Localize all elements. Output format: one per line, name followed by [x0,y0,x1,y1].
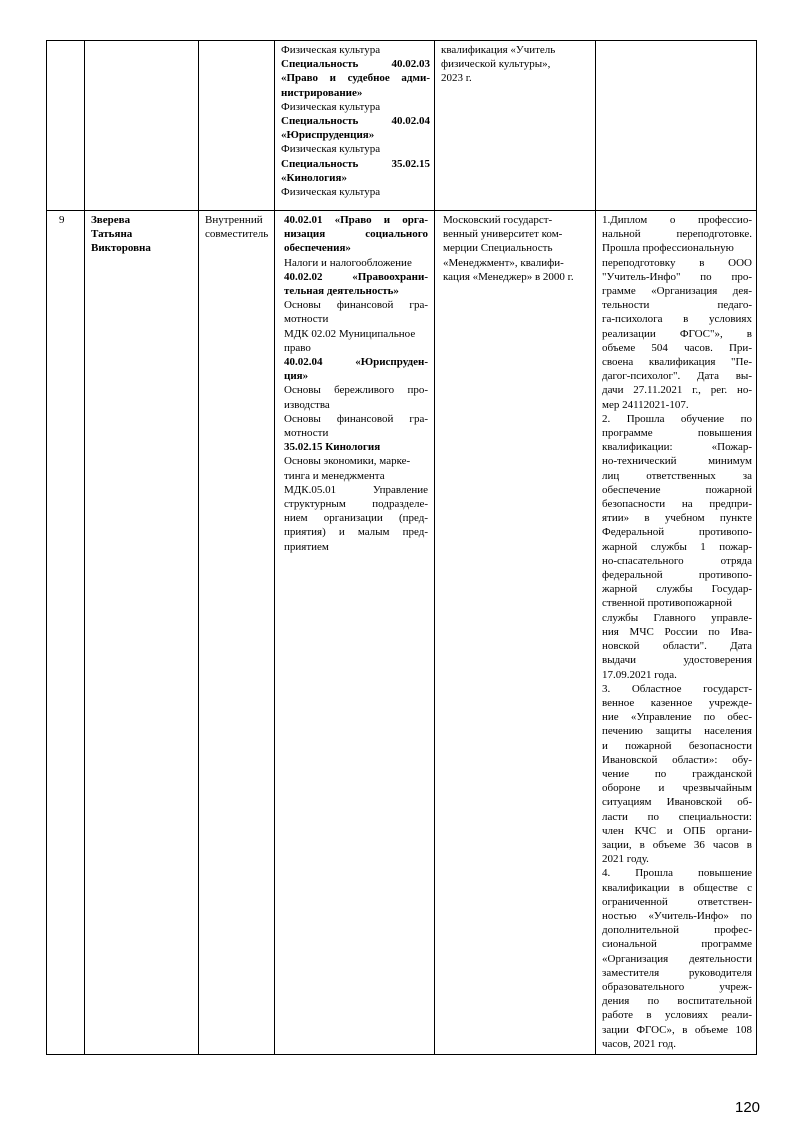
text-line: лиц ответственных за [602,469,752,482]
text-line: службы Главного управле- [602,611,752,624]
text-line: ятии» в учебном пункте [602,512,752,525]
text-line: тельная деятельность» [284,285,399,298]
text-line: ситуациям Ивановской об- [602,796,752,809]
text-line: мотности [284,313,329,326]
text-line: "Учитель-Инфо" по про- [602,270,752,283]
text-line: 1.Диплом о профессио- [602,214,752,226]
text-line: мер 24112021-107. [602,398,689,411]
text-line: Ивановской области»: обу- [602,753,752,766]
text-line: «Право и судебное адми- [281,72,430,85]
text-line: Внутренний [205,214,263,226]
table-row [47,211,757,1055]
text-line: Физическая культура [281,100,381,113]
text-line: программе повышения [602,427,752,440]
cell-name [85,41,199,211]
text-line: «Юриспруденция» [281,129,375,142]
text-line: приятием [284,540,329,553]
text-line: Основы бережливого про- [284,384,428,397]
text-line: Московский государст- [443,214,553,226]
text-line: Основы экономики, марке- [284,455,411,468]
text-line: Физическая культура [281,186,381,199]
cell-status [199,211,275,1055]
text-line: МДК.05.01 Управление [284,483,428,496]
text-line: венное казенное учрежде- [602,696,752,709]
text-line: МДК 02.02 Муниципальное [284,327,416,340]
text-line: ция» [284,370,309,383]
text-line: квалификации: «Пожар- [602,441,752,454]
text-line: обороне и чрезвычайным [602,782,752,795]
cell-education [435,41,596,211]
text-line: чение по гражданской [602,767,752,780]
cell-number [47,41,85,211]
text-line: дагог-психолог". Дата вы- [602,370,752,383]
text-line: физической культуры», [441,58,551,71]
text-line: Физическая культура [281,44,381,56]
cell-status [199,41,275,211]
text-line: реализации ФГОС"», в [602,327,752,340]
text-line: печению защиты населения [602,725,752,738]
text-line: 2023 г. [441,72,472,85]
text-line: дополнительной профес- [602,924,752,937]
text-line: сиональной программе [602,938,752,951]
cell-education [435,211,596,1055]
text-line: часов, 2021 год. [602,1037,677,1050]
staff-table [46,40,757,1055]
text-line: право [284,341,311,354]
text-line: квалификации в обществе с [602,881,752,894]
text-line: ние «Управление по обес- [602,711,752,724]
text-line: объеме 504 часов. При- [602,341,752,354]
text-line: дачи 27.11.2021 г., рег. но- [602,384,752,397]
table-row [47,41,757,211]
text-line: 40.02.04 «Юриспруден- [284,356,428,369]
text-line: «Организация деятельности [602,952,752,965]
text-line: 2021 году. [602,853,649,866]
text-line: и пожарной безопасности [602,739,752,752]
text-line: изводства [284,398,330,411]
cell-number: 9 [47,211,85,1055]
text-line: 4. Прошла повышение [602,867,752,880]
page-number: 120 [735,1099,761,1116]
text-line: «Кинология» [281,171,347,184]
text-line: Специальность 40.02.04 [281,115,430,128]
text-line: «Менеджмент», квалифи- [443,256,564,269]
text-line: 40.02.01 «Право и орга- [284,214,428,226]
text-line: федеральной противопо- [602,569,752,582]
text-line: ния МЧС России по Ива- [602,625,752,638]
text-line: совместитель [205,228,269,241]
cell-subjects [275,41,435,211]
text-line: мерции Специальность [443,242,553,255]
text-line: образовательного учреж- [602,980,752,993]
text-line: жарной службы 1 пожар- [602,540,752,553]
text-line: структурным подразделе- [284,498,428,511]
text-line: ограниченной ответствен- [602,895,752,908]
text-line: безопасности на предпри- [602,498,752,511]
text-line: тельности педаго- [602,299,752,312]
text-line: нием организации (пред- [284,512,428,525]
text-line: ственной противопожарной [602,597,733,610]
text-line: своена квалификация "Пе- [602,356,752,369]
text-line: нистрирование» [281,86,363,99]
text-line: дения по воспитательной [602,995,752,1008]
text-line: Основы финансовой гра- [284,299,428,312]
text-line: мотности [284,427,329,440]
text-line: зации ФГОС», в объеме 108 [602,1023,752,1036]
text-line: Викторовна [91,242,151,255]
text-line: Основы финансовой гра- [284,412,428,425]
text-line: переподготовку в ООО [602,256,752,269]
cell-subjects [275,211,435,1055]
text-line: работе в условиях реали- [602,1009,752,1022]
text-line: но-технический минимум [602,455,752,468]
text-line: квалификация «Учитель [441,44,556,56]
text-line: 35.02.15 Кинология [284,441,381,454]
text-line: заместителя руководителя [602,966,752,979]
text-line: 17.09.2021 года. [602,668,677,681]
text-line: выдачи удостоверения [602,654,752,667]
text-line: низация социального [284,228,428,241]
cell-training [596,211,757,1055]
text-line: га-психолога в условиях [602,313,752,326]
text-line: ностью «Учитель-Инфо» по [602,909,752,922]
text-line: обеспечение пожарной [602,483,752,496]
text-line: грамме «Организация дея- [602,285,752,298]
text-line: Физическая культура [281,143,381,156]
text-line: Прошла профессиональную [602,242,734,255]
cell-name [85,211,199,1055]
text-line: Налоги и налогообложение [284,256,412,269]
text-line: венный университет ком- [443,228,563,241]
text-line: приятия) и малым пред- [284,526,428,539]
text-line: Специальность 40.02.03 [281,58,430,71]
text-line: тинга и менеджмента [284,469,385,482]
text-line: зации, в объеме 36 часов в [602,838,752,851]
text-line: Федеральной противопо- [602,526,752,539]
text-line: новской области". Дата [602,640,752,653]
text-line: 3. Областное государст- [602,682,752,695]
text-line: 40.02.02 «Правоохрани- [284,270,428,283]
text-line: жарной службы Государ- [602,583,752,596]
text-line: кация «Менеджер» в 2000 г. [443,270,574,283]
text-line: обеспечения» [284,242,351,255]
text-line: ласти по специальности: [602,810,752,823]
cell-training [596,41,757,211]
text-line: Специальность 35.02.15 [281,157,430,170]
text-line: 2. Прошла обучение по [602,412,752,425]
text-line: Татьяна [91,228,133,241]
text-line: но-спасательного отряда [602,554,752,567]
text-line: член КЧС и ОПБ органи- [602,824,752,837]
text-line: нальной переподготовке. [602,228,752,241]
text-line: Зверева [91,214,131,226]
